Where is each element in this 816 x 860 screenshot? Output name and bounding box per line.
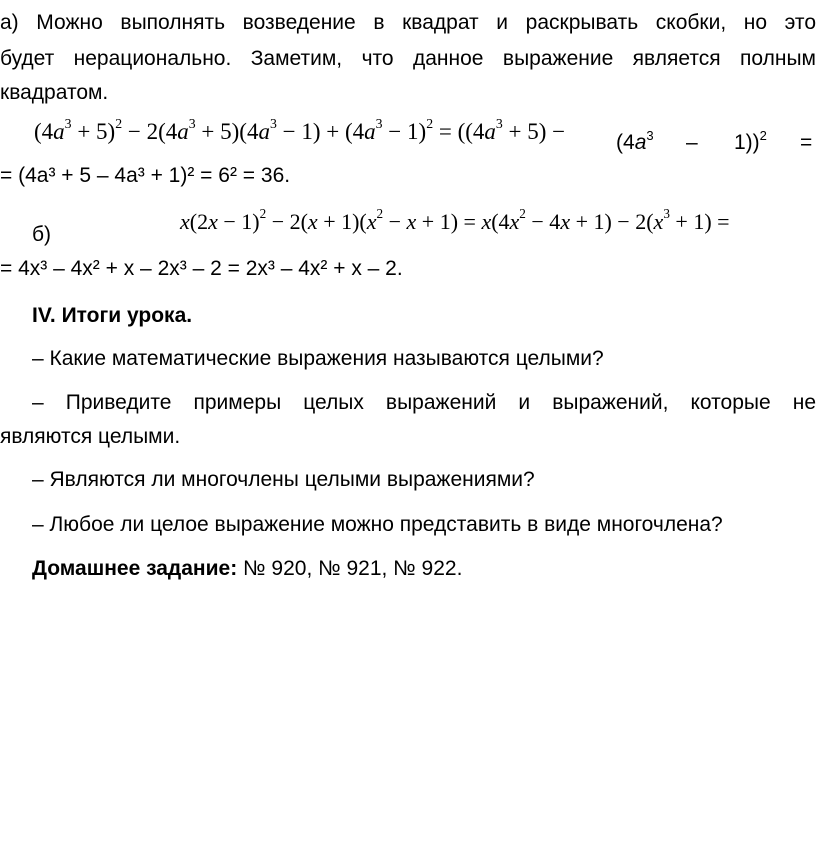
para-a-result: = (4a³ + 5 – 4a³ + 1)² = 6² = 36. [0,164,291,187]
para-a-line-1: а) Можно выполнять возведение в квадрат и раскрывать скобки, но это [0,11,816,34]
para-b-result: = 4x³ – 4x² + x – 2x³ – 2 = 2x³ – 4x² + x – 2. [0,257,403,280]
summary-heading: IV. Итоги урока. [32,304,193,327]
homework-tasks: № 920, № 921, № 922. [243,557,463,580]
summary-question-2-line-2: являются целыми. [0,425,181,448]
formula-a-tail-equals: = [800,131,813,154]
homework-label: Домашнее задание: [32,557,238,580]
homework [32,556,816,582]
para-b-label: б) [32,223,52,246]
formula-a-tail-minus: – [686,131,698,154]
para-a-line-2: будет нерационально. Заметим, что данное выражение является полным [0,47,816,70]
para-a-line-3: квадратом. [0,81,109,104]
formula-a-image: $(4a^3 + 5)^2 - 2(4a^3 + 5)(4a^3 - 1) + (4a^3 - 1)^2 = ((4a^3 + 5)$ − [34,116,566,144]
formula-a-tail: ($4a^3$ [616,128,654,154]
summary-question-4: – Любое ли целое выражение можно представить в виде многочлена? [32,513,723,536]
formula-a-tail-open: (4 [616,131,635,154]
formula-a-tail-close: 1))$^2$ [734,128,767,154]
summary-question-1: – Какие математические выражения называются целыми? [32,347,604,370]
formula-a-tail-exp: 3 [646,128,654,143]
summary-question-3: – Являются ли многочлены целыми выражениями? [32,468,535,491]
summary-question-2-line-1: – Приведите примеры целых выражений и выражений, которые не [32,391,816,414]
formula-b-image: $x(2x - 1)^2 - 2(x + 1)(x^2 - x + 1) = x(4x^2 - 4x + 1) - 2(x^3 + 1)$ = [180,206,730,234]
